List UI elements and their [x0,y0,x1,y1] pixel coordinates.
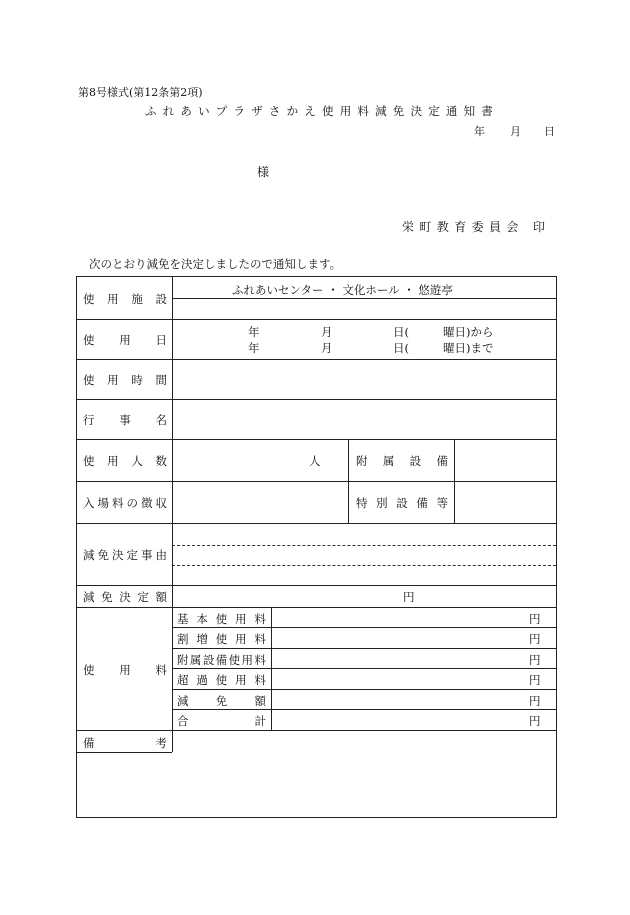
form-number: 第8号様式(第12条第2項) [78,86,203,99]
people-unit: 人 [309,454,321,468]
facility-label: 使 用 施 設 [83,292,167,306]
fee-item-label: 割 増 使 用 料 [177,632,266,646]
to-dow: 曜日)まで [443,341,494,355]
remarks-label: 備 考 [83,736,167,750]
admission-fee-label: 入 場 料 の 徴 収 [83,496,167,510]
special-equipment-label: 特 別 設 備 等 [356,496,448,510]
fee-item-label: 附 属 設 備 使 用 料 [177,653,266,667]
fee-label: 使 用 料 [83,663,167,677]
event-name-label: 行 事 名 [83,413,167,427]
fee-item-label: 基 本 使 用 料 [177,612,266,626]
fee-item-unit: 円 [529,714,541,728]
from-month: 月 [321,325,333,339]
from-day: 日( [393,325,409,339]
use-time-label: 使 用 時 間 [83,373,167,387]
to-day: 日( [393,341,409,355]
to-year: 年 [248,341,260,355]
addressee-suffix: 様 [257,165,270,179]
facility-options: ふれあいセンター ・ 文化ホール ・ 悠遊亭 [232,283,453,297]
fee-item-label: 減 免 額 [177,694,266,708]
fee-item-label: 超 過 使 用 料 [177,673,266,687]
reduction-reason-label: 減 免 決 定 事 由 [83,548,167,562]
issuer: 栄町教育委員会 印 [402,220,551,234]
reduction-amount-label: 減 免 決 定 額 [83,590,167,604]
use-date-label: 使 用 日 [83,333,167,347]
fee-item-label: 合 計 [177,714,266,728]
people-count-label: 使 用 人 数 [83,454,167,468]
document-title: ふれあいプラザさかえ使用料減免決定通知書 [145,104,499,118]
intro-text: 次のとおり減免を決定しましたので通知します。 [89,257,342,271]
fee-item-unit: 円 [529,632,541,646]
date-month-label: 月 [510,125,521,138]
fee-item-unit: 円 [529,694,541,708]
to-month: 月 [321,341,333,355]
date-day-label: 日 [544,125,555,138]
from-year: 年 [248,325,260,339]
equipment-label: 附 属 設 備 [356,454,448,468]
fee-item-unit: 円 [529,673,541,687]
from-dow: 曜日)から [443,325,494,339]
date-year-label: 年 [474,125,485,138]
notice-form-table [76,276,557,818]
reduction-amount-unit: 円 [403,590,415,604]
fee-item-unit: 円 [529,653,541,667]
fee-item-unit: 円 [529,612,541,626]
